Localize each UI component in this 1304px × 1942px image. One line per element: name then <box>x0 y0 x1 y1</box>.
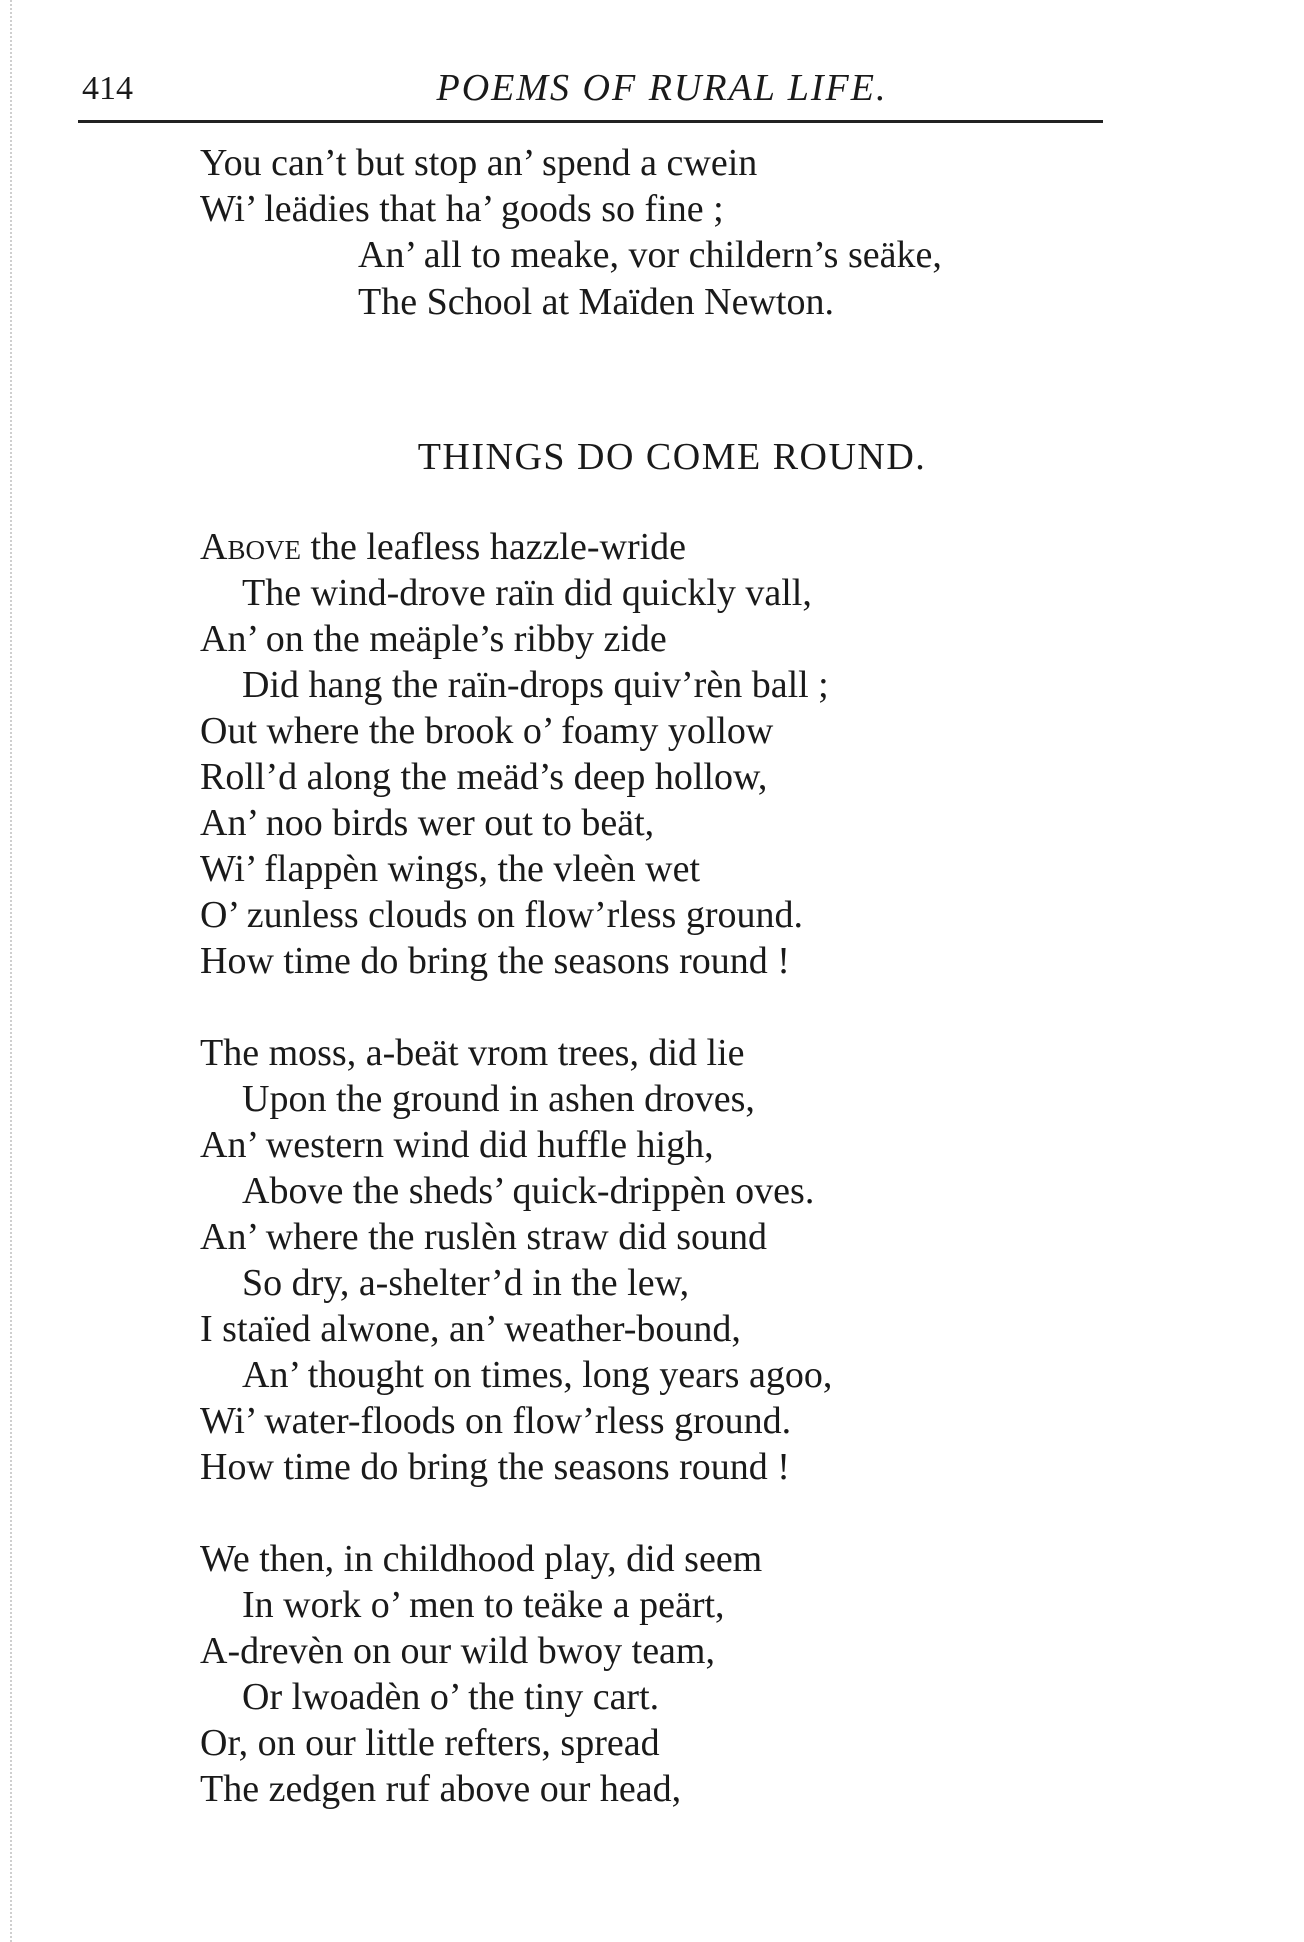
verse-line: The zedgen ruf above our head, <box>200 1768 682 1810</box>
verse-line: So dry, a-shelter’d in the lew, <box>242 1262 690 1304</box>
verse-line: Or lwoadèn o’ the tiny cart. <box>242 1676 660 1718</box>
page-number: 414 <box>82 70 133 107</box>
verse-line: An’ thought on times, long years agoo, <box>242 1354 833 1396</box>
verse-line: How time do bring the seasons round ! <box>200 940 790 982</box>
verse-line: An’ all to meake, vor childern’s seäke, <box>358 234 942 276</box>
verse-line: Upon the ground in ashen droves, <box>242 1078 755 1120</box>
verse-line: Out where the brook o’ foamy yollow <box>200 710 774 752</box>
verse-line: I staïed alwone, an’ weather-bound, <box>200 1308 741 1350</box>
verse-line: Wi’ flappèn wings, the vleèn wet <box>200 848 701 890</box>
verse-line: Above the sheds’ quick-drippèn oves. <box>242 1170 815 1212</box>
page-gutter-edge <box>10 0 12 1942</box>
verse-line: An’ noo birds wer out to beät, <box>200 802 655 844</box>
verse-line: An’ western wind did huffle high, <box>200 1124 714 1166</box>
header-rule <box>78 120 1103 123</box>
running-head: POEMS OF RURAL LIFE. <box>436 67 888 109</box>
verse-line: An’ on the meäple’s ribby zide <box>200 618 667 660</box>
verse-line: How time do bring the seasons round ! <box>200 1446 790 1488</box>
verse-line: Wi’ water-floods on flow’rless ground. <box>200 1400 792 1442</box>
verse-line: A-drevèn on our wild bwoy team, <box>200 1630 715 1672</box>
verse-line: Roll’d along the meäd’s deep hollow, <box>200 756 768 798</box>
verse-line: Did hang the raïn-drops quiv’rèn ball ; <box>242 664 829 706</box>
poem-title: THINGS DO COME ROUND. <box>417 436 927 478</box>
verse-line: An’ where the ruslèn straw did sound <box>200 1216 768 1258</box>
verse-line: You can’t but stop an’ spend a cwein <box>200 142 758 184</box>
verse-line: In work o’ men to teäke a peärt, <box>242 1584 725 1626</box>
verse-line: Above the leafless hazzle-wride <box>200 526 687 568</box>
page-header <box>0 62 1304 112</box>
verse-line: The moss, a-beät vrom trees, did lie <box>200 1032 745 1074</box>
verse-line: Wi’ leädies that ha’ goods so fine ; <box>200 188 724 230</box>
opening-word: Above <box>200 526 301 568</box>
verse-line: Or, on our little refters, spread <box>200 1722 660 1764</box>
verse-line: The School at Maïden Newton. <box>358 281 834 323</box>
verse-line: The wind-drove raïn did quickly vall, <box>242 572 812 614</box>
verse-line: We then, in childhood play, did seem <box>200 1538 763 1580</box>
verse-line: O’ zunless clouds on flow’rless ground. <box>200 894 803 936</box>
